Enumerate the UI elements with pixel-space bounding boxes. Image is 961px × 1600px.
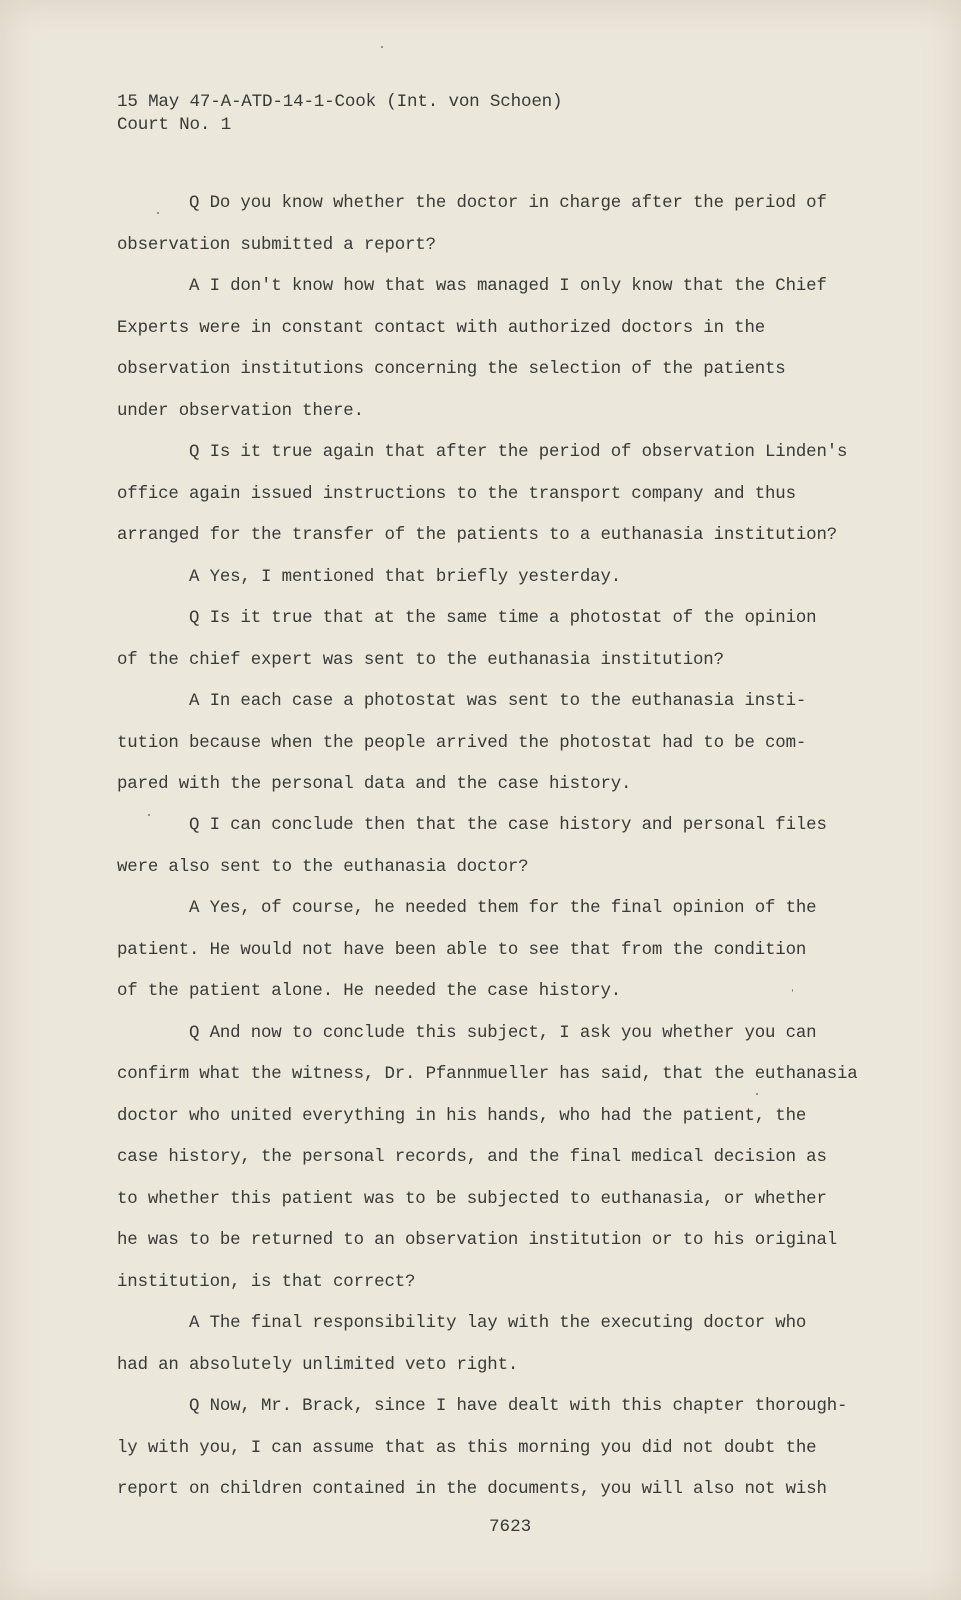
transcript-line: were also sent to the euthanasia doctor?: [117, 858, 529, 877]
transcript-line: tution because when the people arrived the photostat had to be com-: [117, 734, 807, 753]
transcript-line: Q Is it true again that after the period of observation Linden's: [189, 443, 848, 462]
transcript-line: he was to be returned to an observation institution or to his original: [117, 1231, 838, 1250]
transcript-line: A The final responsibility lay with the executing doctor who: [189, 1314, 807, 1333]
transcript-line: patient. He would not have been able to see that from the condition: [117, 941, 807, 960]
page-number: 7623: [489, 1517, 532, 1537]
paper-speck: [756, 1093, 758, 1095]
transcript-line: observation submitted a report?: [117, 236, 436, 255]
transcript-line: of the chief expert was sent to the euthanasia institution?: [117, 651, 724, 670]
transcript-line: Q And now to conclude this subject, I ask you whether you can: [189, 1024, 817, 1043]
transcript-line: A Yes, I mentioned that briefly yesterday.: [189, 568, 622, 587]
transcript-line: office again issued instructions to the transport company and thus: [117, 485, 796, 504]
paper-speck: [792, 989, 793, 992]
transcript-line: ly with you, I can assume that as this morning you did not doubt the: [117, 1439, 817, 1458]
transcript-line: confirm what the witness, Dr. Pfannmueller has said, that the euthanasia: [117, 1065, 858, 1084]
transcript-line: arranged for the transfer of the patients to a euthanasia institution?: [117, 526, 838, 545]
transcript-line: under observation there.: [117, 402, 364, 421]
paper-speck: [157, 212, 159, 214]
transcript-line: case history, the personal records, and the final medical decision as: [117, 1148, 827, 1167]
header-court-line: Court No. 1: [117, 115, 231, 135]
transcript-line: report on children contained in the documents, you will also not wish: [117, 1480, 827, 1499]
transcript-line: to whether this patient was to be subjected to euthanasia, or whether: [117, 1190, 827, 1209]
transcript-line: had an absolutely unlimited veto right.: [117, 1356, 519, 1375]
paper-speck: [148, 814, 150, 816]
header-case-line: 15 May 47-A-ATD-14-1-Cook (Int. von Schoen): [117, 92, 563, 112]
transcript-line: observation institutions concerning the selection of the patients: [117, 360, 786, 379]
transcript-line: institution, is that correct?: [117, 1273, 416, 1292]
transcript-line: A Yes, of course, he needed them for the final opinion of the: [189, 899, 817, 918]
transcript-line: Q Do you know whether the doctor in charge after the period of: [189, 194, 827, 213]
transcript-line: Q Now, Mr. Brack, since I have dealt with this chapter thorough-: [189, 1397, 848, 1416]
transcript-line: A In each case a photostat was sent to the euthanasia insti-: [189, 692, 807, 711]
paper-speck: [381, 46, 383, 48]
transcript-line: of the patient alone. He needed the case history.: [117, 982, 622, 1001]
transcript-line: Q I can conclude then that the case history and personal files: [189, 816, 827, 835]
transcript-line: Experts were in constant contact with authorized doctors in the: [117, 319, 766, 338]
transcript-line: Q Is it true that at the same time a photostat of the opinion: [189, 609, 817, 628]
transcript-line: doctor who united everything in his hands, who had the patient, the: [117, 1107, 807, 1126]
transcript-line: pared with the personal data and the case history.: [117, 775, 632, 794]
transcript-line: A I don't know how that was managed I only know that the Chief: [189, 277, 827, 296]
